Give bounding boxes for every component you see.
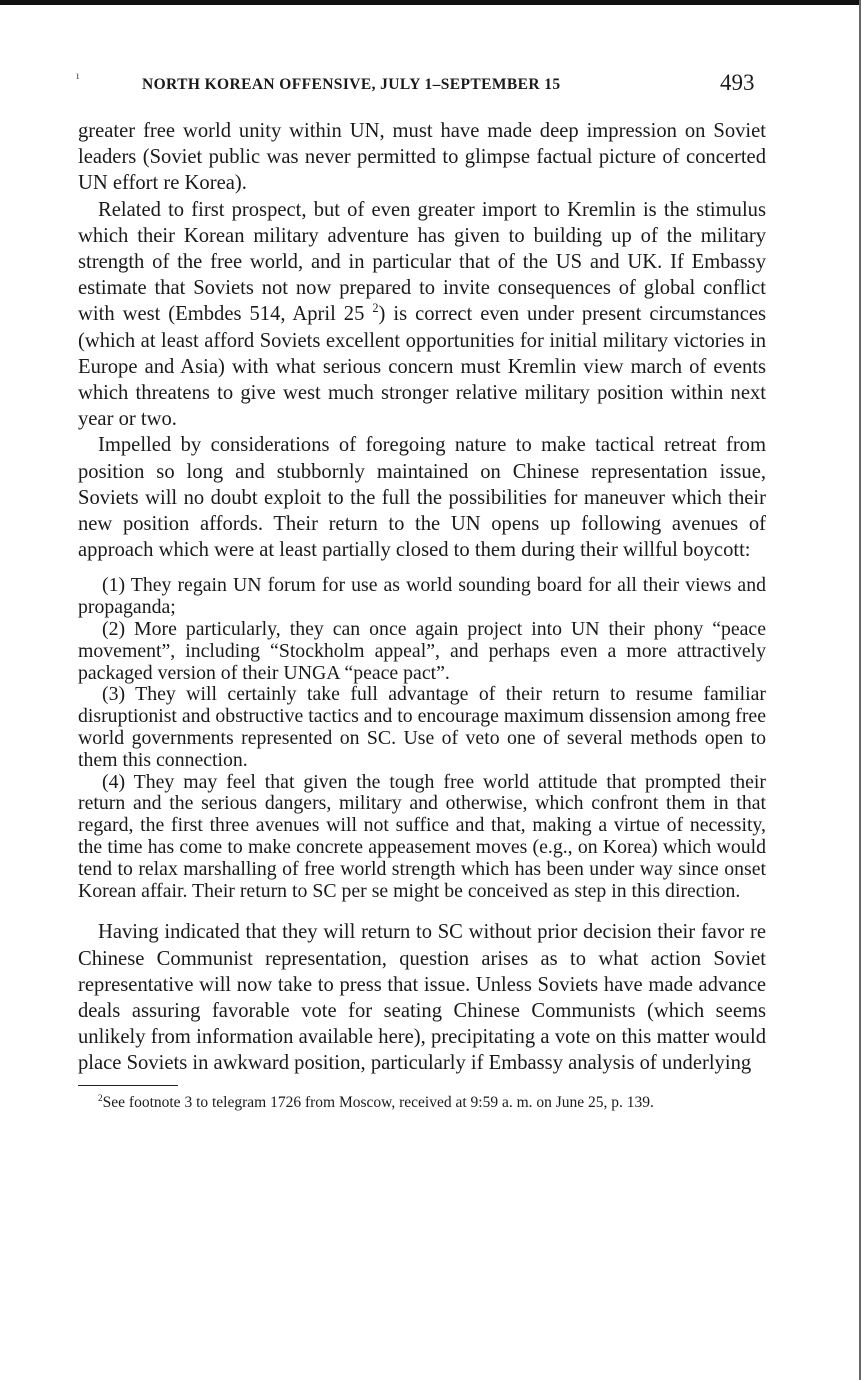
list-item: (2) More particularly, they can once again project into UN their phony “peace movement”, including “Stockholm appeal”, and perhaps even a more attractively packaged version of their UNGA “peace pact”. [78, 618, 766, 684]
paragraph-kremlin [78, 197, 766, 433]
list-item: (3) They will certainly take full advantage of their return to resume familiar disruptionist and obstructive tactics and to encourage maximum dissension among free world governments represented on SC. Use of veto one of several methods open to them this connection. [78, 683, 766, 771]
page-body [78, 118, 766, 1112]
running-title: NORTH KOREAN OFFENSIVE, JULY 1–SEPTEMBER 15 [142, 76, 561, 93]
top-border [0, 0, 861, 5]
avenues-list [78, 575, 766, 902]
footnote-ref: 2 [372, 301, 379, 316]
paragraph-impelled: Impelled by considerations of foregoing nature to make tactical retreat from position so long and stubbornly maintained on Chinese representation issue, Soviets will no doubt exploit to the full the possibilities for maneuver which their new position affords. Their return to the UN opens up following avenues of approach which were at least partially closed to them during their willful boycott: [78, 434, 766, 562]
footnote-divider [78, 1085, 178, 1086]
footnote-text: See footnote 3 to telegram 1726 from Moscow, received at 9:59 a. m. on June 25, p. 139. [102, 1093, 654, 1111]
list-item: (4) They may feel that given the tough free world attitude that prompted their return and the serious dangers, military and otherwise, which confront them in that regard, the first three avenues will not suffice and that, making a virtue of necessity, the time has come to make concrete appeasement moves (e.g., on Korea) which would tend to relax marshalling of free world strength which has been under way since onset Korean affair. Their return to SC per se might be conceived as step in this direction. [78, 770, 766, 902]
list-item: (1) They regain UN forum for use as world sounding board for all their views and propaganda; [78, 574, 766, 619]
footnote [78, 1094, 766, 1113]
page-header [0, 70, 861, 104]
paragraph-final: Having indicated that they will return to SC without prior decision their favor re Chinese Communist representation, question arises as to what action Soviet representative will now take to press that issue. Unless Soviets have made advance deals assuring favorable vote for seating Chinese Communists (which seems unlikely from information available here), precipitating a vote on this matter would place Soviets in awkward position, particularly if Embassy analysis of underlying [78, 921, 766, 1075]
paragraph-kremlin-rest: ) is correct even under present circumstances (which at least afford Soviets excellent opportunities for initial military victories in Europe and Asia) with what serious concern must Kremlin view march of events which threatens to give west much stronger relative military position within next year or two. [78, 303, 766, 431]
footnote-marker: 2 [98, 1093, 103, 1104]
paragraph-continuation: greater free world unity within UN, must have made deep impression on Soviet leaders (Soviet public was never permitted to glimpse factual picture of concerted UN effort re Korea). [78, 120, 766, 195]
corner-mark: ı [76, 68, 80, 82]
paragraph-kremlin-text: Related to first prospect, but of even greater import to Kremlin is the stimulus which their Korean military adventure has given to building up of the military strength of the free world, and in particular that of the US and UK. If Embassy estimate that Soviets not now prepared to invite consequences of global conflict with west (Embdes 514, April 25 [78, 198, 766, 326]
page-number: 493 [720, 70, 755, 95]
